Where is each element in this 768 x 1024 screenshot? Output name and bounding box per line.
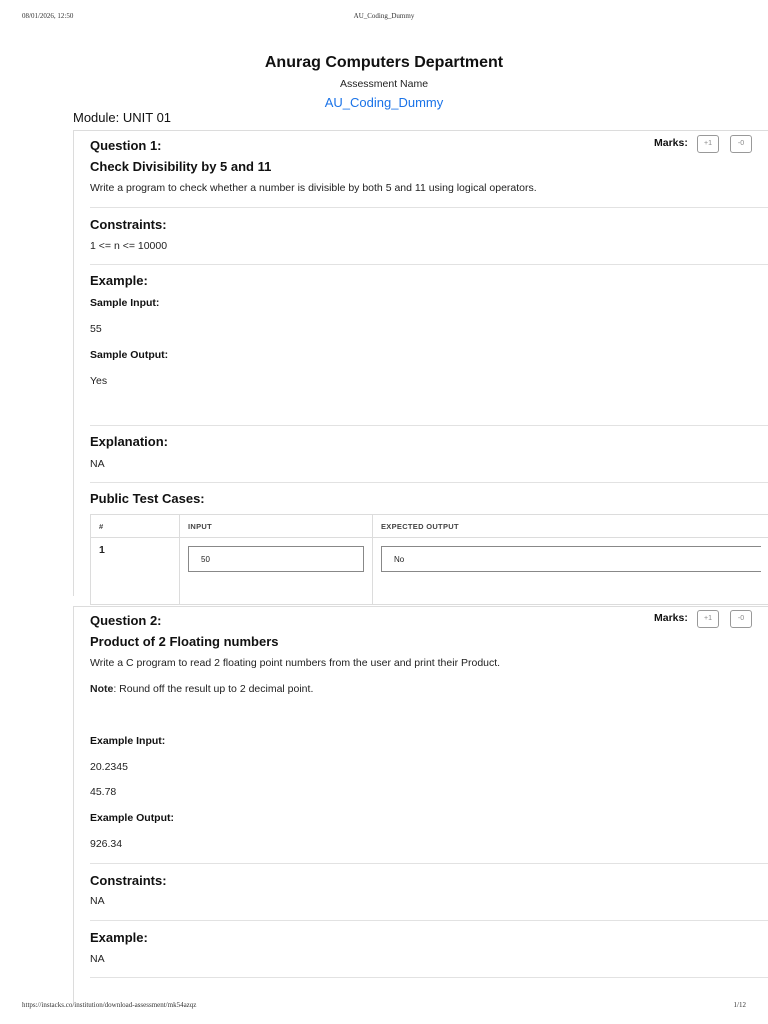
example-output-value: 926.34 <box>90 838 123 850</box>
divider <box>90 977 768 978</box>
divider <box>90 425 768 426</box>
question-title: Check Divisibility by 5 and 11 <box>90 159 272 174</box>
note-text: : Round off the result up to 2 decimal point. <box>113 683 314 695</box>
question-description: Write a program to check whether a number is divisible by both 5 and 11 using logical operators. <box>90 182 537 194</box>
print-url[interactable]: https://instacks.co/institution/download-assessment/mk54azqz <box>22 1001 197 1009</box>
table-header-row <box>91 515 768 538</box>
note-label: Note <box>90 683 114 695</box>
public-test-cases-heading: Public Test Cases: <box>90 491 205 506</box>
example-heading: Example: <box>90 273 148 288</box>
assessment-name: AU_Coding_Dummy <box>324 95 444 110</box>
sample-input-label: Sample Input: <box>90 297 160 309</box>
explanation-heading: Explanation: <box>90 434 169 449</box>
constraints-heading: Constraints: <box>90 217 167 232</box>
marks-plus-box: +1 <box>697 135 719 153</box>
example-input-1: 20.2345 <box>90 761 128 773</box>
explanation-text: NA <box>90 458 105 470</box>
col-number-header: # <box>91 515 180 538</box>
sample-output-label: Sample Output: <box>90 349 169 361</box>
marks-plus-box: +1 <box>697 610 719 628</box>
question-number: Question 1: <box>90 138 162 153</box>
print-doc-title: AU_Coding_Dummy <box>353 12 415 20</box>
question-card-2 <box>73 606 768 1002</box>
marks-minus-box: -0 <box>730 135 752 153</box>
divider <box>90 482 768 483</box>
marks-minus-box: -0 <box>730 610 752 628</box>
divider <box>90 264 768 265</box>
example-heading: Example: <box>90 930 148 945</box>
page-title: Anurag Computers Department <box>264 54 504 71</box>
question-card-1 <box>73 130 768 596</box>
example-input-label: Example Input: <box>90 735 166 747</box>
test-case-output: No <box>381 546 761 572</box>
test-case-output-cell <box>373 538 768 605</box>
module-title: Module: UNIT 01 <box>73 110 172 125</box>
test-case-number: 1 <box>91 538 180 605</box>
example-input-2: 45.78 <box>90 786 117 798</box>
print-datetime: 08/01/2026, 12:50 <box>22 12 74 20</box>
col-expected-output-header: EXPECTED OUTPUT <box>373 515 768 538</box>
marks-label: Marks: <box>654 137 688 149</box>
constraints-heading: Constraints: <box>90 873 167 888</box>
divider <box>90 207 768 208</box>
example-output-label: Example Output: <box>90 812 175 824</box>
table-row <box>91 538 768 605</box>
constraints-text: 1 <= n <= 10000 <box>90 240 168 252</box>
sample-input-value: 55 <box>90 323 102 335</box>
note-line <box>90 683 313 695</box>
sample-output-value: Yes <box>90 375 108 387</box>
test-cases-table <box>90 514 768 605</box>
divider <box>90 863 768 864</box>
assessment-label: Assessment Name <box>339 78 429 90</box>
test-case-input-cell <box>180 538 373 605</box>
question-title: Product of 2 Floating numbers <box>90 634 279 649</box>
print-page-number: 1/12 <box>733 1001 746 1009</box>
test-case-input: 50 <box>188 546 364 572</box>
question-number: Question 2: <box>90 613 162 628</box>
col-input-header: INPUT <box>180 515 373 538</box>
constraints-text: NA <box>90 895 105 907</box>
example-text: NA <box>90 953 105 965</box>
marks-label: Marks: <box>654 612 688 624</box>
question-description: Write a C program to read 2 floating point numbers from the user and print their Product. <box>90 657 501 669</box>
divider <box>90 920 768 921</box>
